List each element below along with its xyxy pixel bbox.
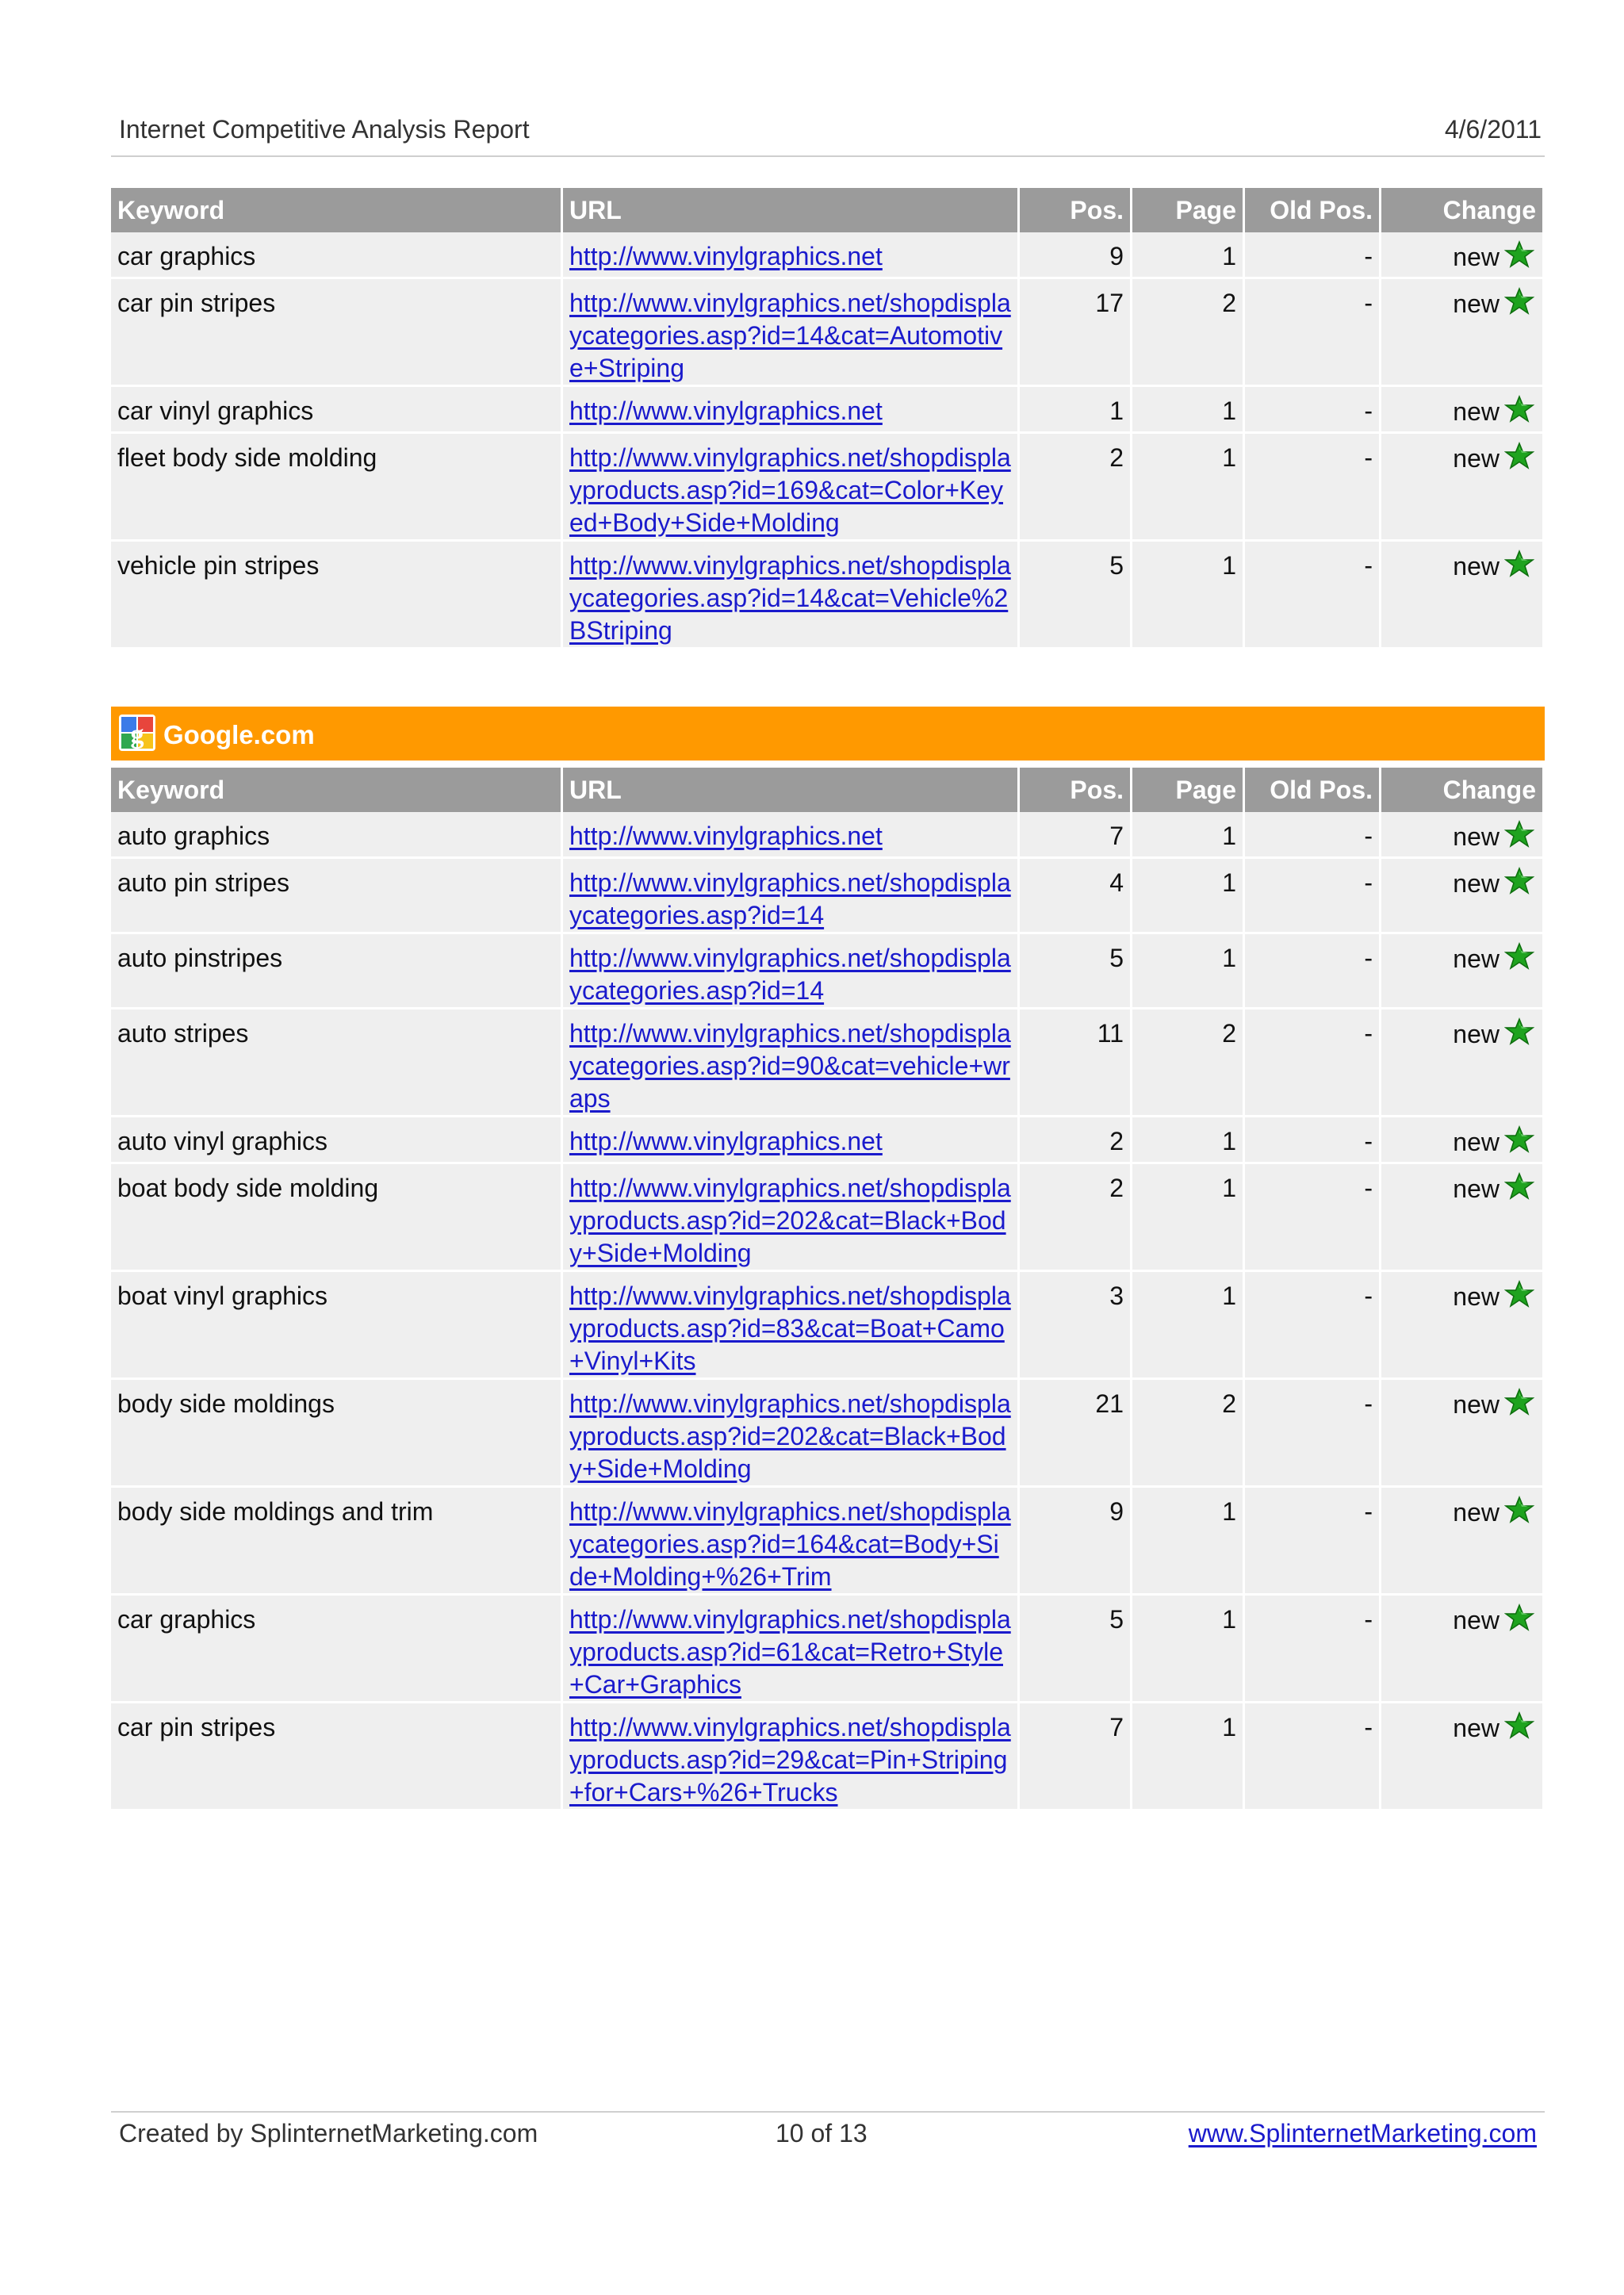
url-cell xyxy=(563,1488,1020,1596)
old-position-cell: - xyxy=(1245,1488,1381,1596)
change-label: new xyxy=(1453,397,1500,426)
url-link[interactable]: http://www.vinylgraphics.net/shopdisplaycategories.asp?id=14 xyxy=(569,868,1011,929)
old-position-cell: - xyxy=(1245,1703,1381,1811)
column-header-keyword: Keyword xyxy=(111,768,563,812)
old-position-cell: - xyxy=(1245,1272,1381,1380)
green-up-star-icon xyxy=(1504,820,1534,856)
url-cell xyxy=(563,1272,1020,1380)
green-up-star-icon xyxy=(1504,1711,1534,1748)
url-link[interactable]: http://www.vinylgraphics.net xyxy=(569,822,883,850)
change-label: new xyxy=(1453,1020,1500,1048)
url-link[interactable]: http://www.vinylgraphics.net/shopdisplaycategories.asp?id=90&cat=vehicle+wraps xyxy=(569,1019,1011,1113)
keyword-cell: fleet body side molding xyxy=(111,434,563,542)
url-cell xyxy=(563,1164,1020,1272)
change-cell xyxy=(1381,434,1545,542)
url-link[interactable]: http://www.vinylgraphics.net/shopdisplayproducts.asp?id=83&cat=Boat+Camo+Vinyl+Kits xyxy=(569,1282,1011,1375)
page-cell: 2 xyxy=(1132,1010,1245,1117)
page-cell: 1 xyxy=(1132,1164,1245,1272)
page-cell: 1 xyxy=(1132,1596,1245,1703)
change-label: new xyxy=(1453,1390,1500,1419)
green-up-star-icon xyxy=(1504,287,1534,324)
column-header-position: Pos. xyxy=(1020,768,1132,812)
green-up-star-icon xyxy=(1504,1172,1534,1209)
page-cell: 1 xyxy=(1132,1117,1245,1164)
change-cell xyxy=(1381,542,1545,649)
url-cell xyxy=(563,1703,1020,1811)
page-cell: 1 xyxy=(1132,434,1245,542)
url-link[interactable]: http://www.vinylgraphics.net/shopdisplayproducts.asp?id=202&cat=Black+Body+Side+Molding xyxy=(569,1174,1011,1267)
report-title: Internet Competitive Analysis Report xyxy=(119,115,530,144)
position-cell: 7 xyxy=(1020,1703,1132,1811)
old-position-cell: - xyxy=(1245,1164,1381,1272)
old-position-cell: - xyxy=(1245,1596,1381,1703)
keyword-cell: vehicle pin stripes xyxy=(111,542,563,649)
page-cell: 1 xyxy=(1132,232,1245,279)
change-cell xyxy=(1381,1703,1545,1811)
position-cell: 4 xyxy=(1020,859,1132,934)
column-header-position: Pos. xyxy=(1020,188,1132,232)
change-label: new xyxy=(1453,1128,1500,1156)
old-position-cell: - xyxy=(1245,859,1381,934)
position-cell: 2 xyxy=(1020,434,1132,542)
column-header-url: URL xyxy=(563,768,1020,812)
old-position-cell: - xyxy=(1245,812,1381,859)
keyword-cell: auto pinstripes xyxy=(111,934,563,1010)
old-position-cell: - xyxy=(1245,934,1381,1010)
table-row xyxy=(111,812,1545,859)
footer-created-by: Created by SplinternetMarketing.com xyxy=(119,2119,538,2147)
google-logo-icon xyxy=(119,715,155,757)
url-cell xyxy=(563,542,1020,649)
table-row xyxy=(111,279,1545,387)
page-number: 10 of 13 xyxy=(776,2119,868,2147)
keyword-cell: body side moldings and trim xyxy=(111,1488,563,1596)
footer-site-link[interactable]: www.SplinternetMarketing.com xyxy=(1188,2119,1537,2147)
report-date: 4/6/2011 xyxy=(1444,115,1542,144)
url-link[interactable]: http://www.vinylgraphics.net/shopdisplayproducts.asp?id=169&cat=Color+Keyed+Body+Side+Molding xyxy=(569,443,1011,537)
url-link[interactable]: http://www.vinylgraphics.net xyxy=(569,397,883,425)
position-cell: 5 xyxy=(1020,1596,1132,1703)
search-engine-name: Google.com xyxy=(163,720,315,749)
url-cell xyxy=(563,934,1020,1010)
column-header-keyword: Keyword xyxy=(111,188,563,232)
position-cell: 1 xyxy=(1020,387,1132,434)
green-up-star-icon xyxy=(1504,1125,1534,1162)
change-label: new xyxy=(1453,1498,1500,1527)
change-label: new xyxy=(1453,552,1500,580)
report-header xyxy=(119,115,1542,144)
page-cell: 1 xyxy=(1132,934,1245,1010)
keyword-cell: car pin stripes xyxy=(111,279,563,387)
table-row xyxy=(111,1117,1545,1164)
table-row xyxy=(111,859,1545,934)
url-link[interactable]: http://www.vinylgraphics.net xyxy=(569,1127,883,1155)
green-up-star-icon xyxy=(1504,395,1534,431)
page-cell: 1 xyxy=(1132,859,1245,934)
old-position-cell: - xyxy=(1245,387,1381,434)
url-cell xyxy=(563,812,1020,859)
url-cell xyxy=(563,387,1020,434)
change-cell xyxy=(1381,279,1545,387)
table-row xyxy=(111,1272,1545,1380)
table-row xyxy=(111,387,1545,434)
column-header-url: URL xyxy=(563,188,1020,232)
ranking-table-1 xyxy=(111,188,1545,649)
keyword-cell: auto stripes xyxy=(111,1010,563,1117)
keyword-cell: boat vinyl graphics xyxy=(111,1272,563,1380)
position-cell: 5 xyxy=(1020,934,1132,1010)
change-cell xyxy=(1381,1596,1545,1703)
table-row xyxy=(111,1010,1545,1117)
url-cell xyxy=(563,1117,1020,1164)
page-cell: 1 xyxy=(1132,1703,1245,1811)
change-label: new xyxy=(1453,1714,1500,1742)
old-position-cell: - xyxy=(1245,1380,1381,1488)
change-cell xyxy=(1381,1117,1545,1164)
position-cell: 2 xyxy=(1020,1117,1132,1164)
url-link[interactable]: http://www.vinylgraphics.net/shopdisplaycategories.asp?id=14&cat=Automotive+Striping xyxy=(569,289,1011,382)
page-cell: 1 xyxy=(1132,1272,1245,1380)
position-cell: 11 xyxy=(1020,1010,1132,1117)
url-cell xyxy=(563,232,1020,279)
change-cell xyxy=(1381,1164,1545,1272)
position-cell: 21 xyxy=(1020,1380,1132,1488)
column-header-change: Change xyxy=(1381,188,1545,232)
change-label: new xyxy=(1453,243,1500,271)
change-cell xyxy=(1381,934,1545,1010)
keyword-cell: body side moldings xyxy=(111,1380,563,1488)
change-cell xyxy=(1381,1488,1545,1596)
table-row xyxy=(111,934,1545,1010)
old-position-cell: - xyxy=(1245,279,1381,387)
keyword-cell: car graphics xyxy=(111,1596,563,1703)
keyword-cell: auto pin stripes xyxy=(111,859,563,934)
change-cell xyxy=(1381,232,1545,279)
change-label: new xyxy=(1453,944,1500,973)
page-cell: 2 xyxy=(1132,279,1245,387)
old-position-cell: - xyxy=(1245,542,1381,649)
column-header-change: Change xyxy=(1381,768,1545,812)
change-cell xyxy=(1381,812,1545,859)
url-link[interactable]: http://www.vinylgraphics.net/shopdisplaycategories.asp?id=14&cat=Vehicle%2BStriping xyxy=(569,551,1011,645)
position-cell: 5 xyxy=(1020,542,1132,649)
green-up-star-icon xyxy=(1504,867,1534,903)
page-cell: 1 xyxy=(1132,387,1245,434)
table-row xyxy=(111,232,1545,279)
green-up-star-icon xyxy=(1504,1017,1534,1054)
position-cell: 9 xyxy=(1020,1488,1132,1596)
change-label: new xyxy=(1453,289,1500,318)
footer-divider xyxy=(111,2111,1545,2113)
keyword-cell: car graphics xyxy=(111,232,563,279)
change-cell xyxy=(1381,1272,1545,1380)
table-row xyxy=(111,1703,1545,1811)
keyword-cell: auto graphics xyxy=(111,812,563,859)
url-link[interactable]: http://www.vinylgraphics.net/shopdisplayproducts.asp?id=202&cat=Black+Body+Side+Molding xyxy=(569,1389,1011,1483)
keyword-cell: boat body side molding xyxy=(111,1164,563,1272)
change-cell xyxy=(1381,387,1545,434)
search-engine-banner xyxy=(111,707,1545,761)
green-up-star-icon xyxy=(1504,1388,1534,1424)
url-link[interactable]: http://www.vinylgraphics.net xyxy=(569,242,883,270)
keyword-cell: auto vinyl graphics xyxy=(111,1117,563,1164)
page-cell: 1 xyxy=(1132,1488,1245,1596)
url-link[interactable]: http://www.vinylgraphics.net/shopdisplaycategories.asp?id=164&cat=Body+Side+Molding+%26+Trim xyxy=(569,1497,1011,1591)
table-row xyxy=(111,1164,1545,1272)
table-row xyxy=(111,434,1545,542)
table-row xyxy=(111,542,1545,649)
change-label: new xyxy=(1453,444,1500,473)
url-cell xyxy=(563,859,1020,934)
green-up-star-icon xyxy=(1504,240,1534,277)
position-cell: 7 xyxy=(1020,812,1132,859)
page-cell: 2 xyxy=(1132,1380,1245,1488)
table-row xyxy=(111,1596,1545,1703)
page-cell: 1 xyxy=(1132,812,1245,859)
old-position-cell: - xyxy=(1245,1010,1381,1117)
green-up-star-icon xyxy=(1504,1496,1534,1532)
url-cell xyxy=(563,434,1020,542)
column-header-page: Page xyxy=(1132,768,1245,812)
table-row xyxy=(111,1488,1545,1596)
position-cell: 9 xyxy=(1020,232,1132,279)
green-up-star-icon xyxy=(1504,442,1534,478)
column-header-old-position: Old Pos. xyxy=(1245,768,1381,812)
column-header-old-position: Old Pos. xyxy=(1245,188,1381,232)
change-cell xyxy=(1381,1010,1545,1117)
url-cell xyxy=(563,1380,1020,1488)
old-position-cell: - xyxy=(1245,232,1381,279)
report-footer xyxy=(119,2119,1537,2148)
url-link[interactable]: http://www.vinylgraphics.net/shopdisplayproducts.asp?id=29&cat=Pin+Striping+for+Cars+%26+Trucks xyxy=(569,1713,1011,1806)
ranking-table-2 xyxy=(111,768,1545,1811)
green-up-star-icon xyxy=(1504,1603,1534,1640)
keyword-cell: car pin stripes xyxy=(111,1703,563,1811)
change-cell xyxy=(1381,1380,1545,1488)
header-divider xyxy=(111,155,1545,157)
url-cell xyxy=(563,1010,1020,1117)
change-label: new xyxy=(1453,1282,1500,1311)
url-cell xyxy=(563,1596,1020,1703)
green-up-star-icon xyxy=(1504,1280,1534,1316)
green-up-star-icon xyxy=(1504,550,1534,586)
keyword-cell: car vinyl graphics xyxy=(111,387,563,434)
url-cell xyxy=(563,279,1020,387)
column-header-page: Page xyxy=(1132,188,1245,232)
change-label: new xyxy=(1453,1174,1500,1203)
change-label: new xyxy=(1453,822,1500,851)
change-label: new xyxy=(1453,869,1500,898)
change-label: new xyxy=(1453,1606,1500,1634)
old-position-cell: - xyxy=(1245,434,1381,542)
table-row xyxy=(111,1380,1545,1488)
change-cell xyxy=(1381,859,1545,934)
page-cell: 1 xyxy=(1132,542,1245,649)
position-cell: 3 xyxy=(1020,1272,1132,1380)
position-cell: 2 xyxy=(1020,1164,1132,1272)
old-position-cell: - xyxy=(1245,1117,1381,1164)
svg-text:g: g xyxy=(130,720,144,749)
url-link[interactable]: http://www.vinylgraphics.net/shopdisplaycategories.asp?id=14 xyxy=(569,944,1011,1005)
url-link[interactable]: http://www.vinylgraphics.net/shopdisplayproducts.asp?id=61&cat=Retro+Style+Car+Graphics xyxy=(569,1605,1011,1699)
position-cell: 17 xyxy=(1020,279,1132,387)
green-up-star-icon xyxy=(1504,942,1534,979)
